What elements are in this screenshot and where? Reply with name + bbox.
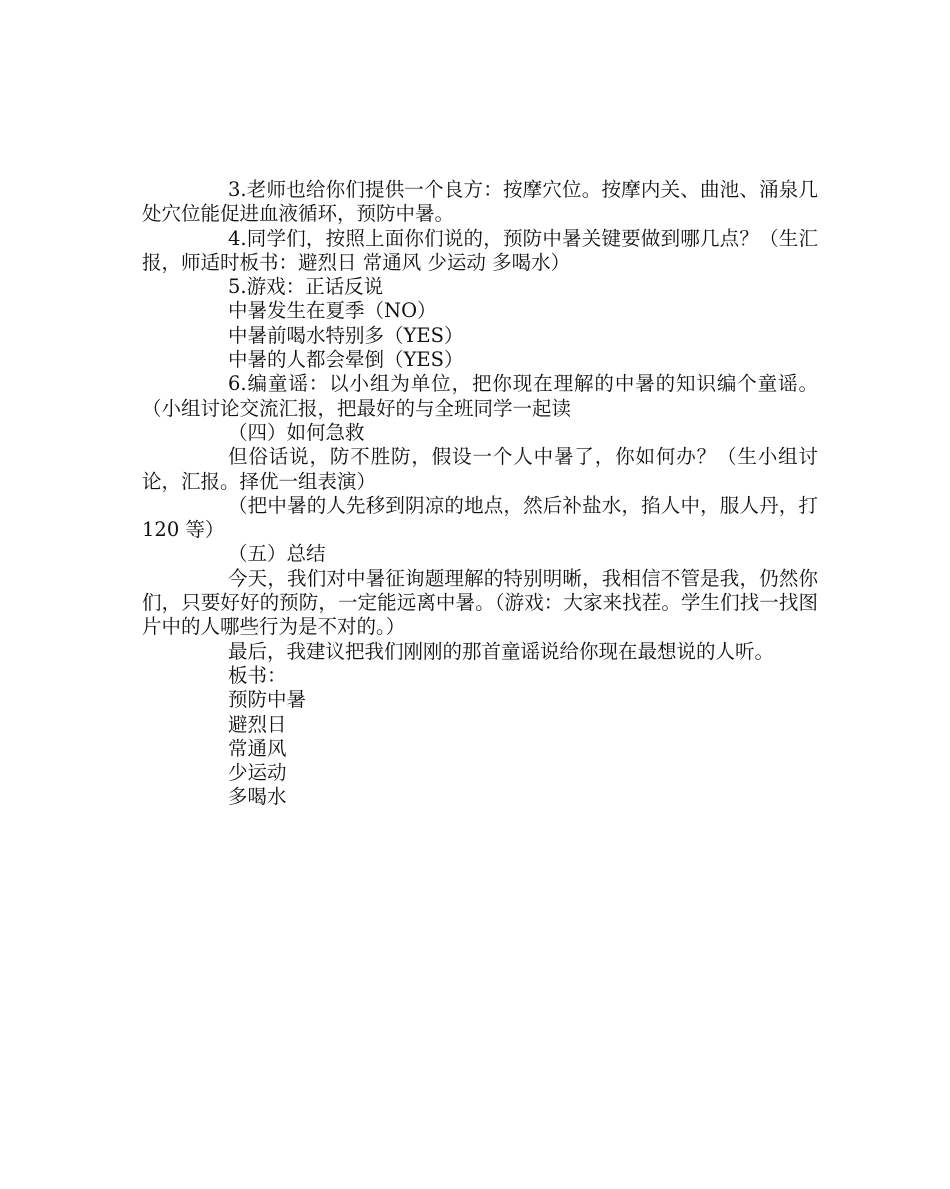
paragraph-prevention-keys: 4.同学们，按照上面你们说的，预防中暑关键要做到哪几点？（生汇报，师适时板书：避烈日 常通风 少运动 多喝水）	[142, 226, 818, 274]
board-item: 预防中暑	[228, 688, 307, 712]
document-page	[142, 178, 818, 810]
paragraph-first-aid-question: 但俗话说，防不胜防，假设一个人中暑了，你如何办？（生小组讨论，汇报。择优一组表演）	[142, 445, 818, 493]
game-item: 中暑前喝水特别多（YES）	[228, 323, 464, 347]
paragraph-closing: 最后，我建议把我们刚刚的那首童谣说给你现在最想说的人听。	[228, 639, 775, 663]
paragraph-summary: 今天，我们对中暑征询题理解的特别明晰，我相信不管是我，仍然你们，只要好好的预防，一定能远离中暑。（游戏：大家来找茬。学生们找一找图片中的人哪些行为是不对的。）	[142, 566, 818, 639]
game-item: 中暑的人都会晕倒（YES）	[228, 348, 464, 372]
paragraph-nursery-rhyme: 6.编童谣：以小组为单位，把你现在理解的中暑的知识编个童谣。（小组讨论交流汇报，把最好的与全班同学一起读	[142, 372, 818, 420]
paragraph-first-aid-answer: （把中暑的人先移到阴凉的地点，然后补盐水，掐人中，服人丹，打 120 等）	[142, 493, 818, 542]
paragraph-massage-points: 3.老师也给你们提供一个良方：按摩穴位。按摩内关、曲池、涌泉几处穴位能促进血液循环，预防中暑。	[142, 178, 818, 226]
board-item: 常通风	[228, 736, 287, 760]
board-item: 多喝水	[228, 785, 287, 809]
section-heading-summary: （五）总结	[228, 542, 326, 566]
board-item: 避烈日	[228, 712, 287, 736]
section-heading-first-aid: （四）如何急救	[228, 420, 365, 444]
board-heading: 板书：	[228, 663, 287, 687]
board-item: 少运动	[228, 761, 287, 785]
game-item: 中暑发生在夏季（NO）	[228, 299, 437, 323]
paragraph-game-title: 5.游戏：正话反说	[228, 275, 384, 299]
